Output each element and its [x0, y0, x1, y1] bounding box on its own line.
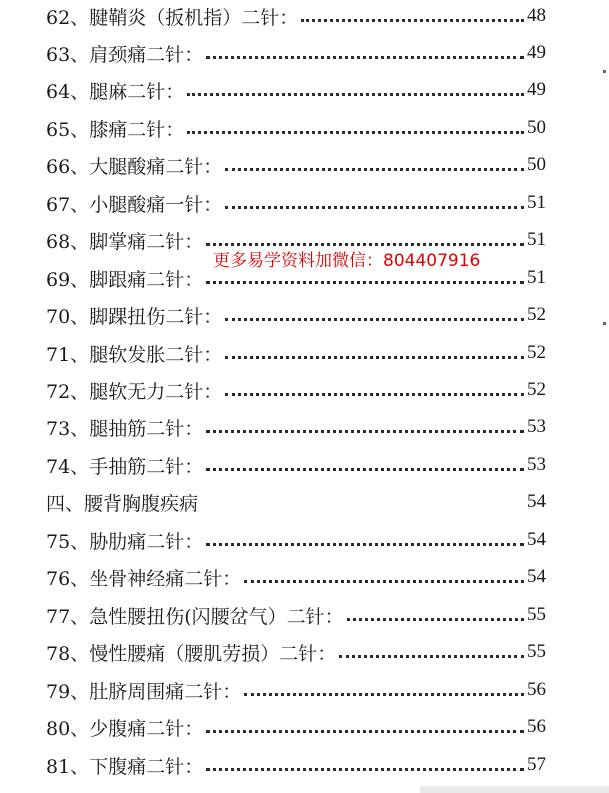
entry-number: 67、: [46, 193, 90, 216]
dot-leader: [206, 280, 524, 284]
dot-leader: [225, 392, 524, 396]
scan-mark: [603, 70, 606, 73]
entry-page-number: 52: [527, 379, 546, 400]
entry-title: [46, 377, 222, 404]
entry-number: 69、: [46, 268, 90, 291]
entry-text: 坐骨神经痛二针：: [89, 567, 242, 590]
entry-title: [46, 190, 222, 217]
bottom-scrollbar[interactable]: [420, 786, 609, 793]
entry-number: 66、: [46, 155, 90, 178]
entry-text: 脚跟痛二针：: [89, 268, 204, 291]
entry-page-number: 51: [527, 267, 546, 288]
entry-text: 手抽筋二针：: [89, 455, 204, 478]
entry-number: 77、: [46, 605, 90, 628]
entry-number: 79、: [46, 680, 90, 703]
toc-entry: [46, 38, 546, 68]
entry-title: [46, 527, 203, 554]
entry-title: [46, 414, 203, 441]
dot-leader: [206, 729, 524, 733]
entry-number: 65、: [46, 118, 90, 141]
toc-entry: [46, 375, 546, 405]
entry-title: [46, 677, 241, 704]
entry-page-number: 57: [527, 754, 546, 775]
toc-entry: [46, 600, 546, 630]
dot-leader: [187, 130, 524, 134]
entry-number: 63、: [46, 43, 90, 66]
entry-title: [46, 564, 241, 591]
entry-text: 腱鞘炎（扳机指）二针：: [89, 6, 299, 29]
entry-number: 四、: [46, 492, 85, 515]
entry-title: [46, 639, 336, 666]
entry-title: [46, 489, 198, 516]
entry-text: 肩颈痛二针：: [89, 43, 204, 66]
dot-leader: [206, 542, 524, 546]
entry-page-number: 54: [527, 491, 546, 512]
entry-text: 腿软无力二针：: [89, 380, 223, 403]
entry-title: [46, 152, 222, 179]
entry-text: 脚掌痛二针：: [89, 230, 204, 253]
entry-text: 少腹痛二针：: [89, 717, 204, 740]
entry-number: 62、: [46, 6, 90, 29]
dot-leader: [201, 504, 524, 508]
entry-page-number: 48: [527, 5, 546, 26]
entry-number: 78、: [46, 642, 90, 665]
toc-entry: [46, 188, 546, 218]
toc-section-heading: [46, 487, 546, 517]
dot-leader: [225, 355, 524, 359]
entry-page-number: 52: [527, 342, 546, 363]
dot-leader: [225, 317, 524, 321]
entry-title: [46, 40, 203, 67]
entry-text: 胁肋痛二针：: [89, 530, 204, 553]
toc-entry: [46, 75, 546, 105]
toc-entry: [46, 450, 546, 480]
dot-leader: [187, 92, 524, 96]
entry-page-number: 55: [527, 641, 546, 662]
entry-text: 急性腰扭伤(闪腰岔气）二针：: [89, 605, 344, 628]
dot-leader: [225, 167, 524, 171]
entry-number: 68、: [46, 230, 90, 253]
entry-text: 脚踝扭伤二针：: [89, 305, 223, 328]
entry-text: 腰背胸腹疾病: [84, 492, 199, 515]
toc-entry: [46, 750, 546, 780]
entry-text: 下腹痛二针：: [89, 755, 204, 778]
entry-number: 70、: [46, 305, 90, 328]
entry-text: 慢性腰痛（腰肌劳损）二针：: [89, 642, 337, 665]
entry-number: 72、: [46, 380, 90, 403]
entry-title: [46, 115, 184, 142]
entry-page-number: 51: [527, 192, 546, 213]
entry-page-number: 54: [527, 566, 546, 587]
entry-title: [46, 77, 184, 104]
entry-page-number: 54: [527, 529, 546, 550]
scan-mark: [603, 322, 606, 325]
entry-text: 小腿酸痛一针：: [89, 193, 223, 216]
toc-entry: [46, 712, 546, 742]
entry-page-number: 53: [527, 454, 546, 475]
toc-entry: [46, 150, 546, 180]
dot-leader: [339, 654, 524, 658]
entry-number: 76、: [46, 567, 90, 590]
dot-leader: [206, 467, 524, 471]
toc-entry: [46, 300, 546, 330]
entry-page-number: 56: [527, 679, 546, 700]
entry-title: [46, 602, 344, 629]
entry-page-number: 53: [527, 416, 546, 437]
toc-entry: [46, 338, 546, 368]
entry-page-number: 51: [527, 229, 546, 250]
entry-page-number: 49: [527, 79, 546, 100]
toc-entry: [46, 675, 546, 705]
entry-page-number: 56: [527, 716, 546, 737]
entry-number: 75、: [46, 530, 90, 553]
dot-leader: [347, 617, 524, 621]
toc-entry: [46, 525, 546, 555]
entry-page-number: 55: [527, 604, 546, 625]
toc-entry: [46, 1, 546, 31]
entry-text: 腿抽筋二针：: [89, 417, 204, 440]
toc-entry: [46, 412, 546, 442]
toc-entry: [46, 113, 546, 143]
entry-text: 腿麻二针：: [89, 80, 185, 103]
entry-number: 74、: [46, 455, 90, 478]
entry-title: [46, 340, 222, 367]
entry-text: 肚脐周围痛二针：: [89, 680, 242, 703]
entry-title: [46, 452, 203, 479]
entry-number: 64、: [46, 80, 90, 103]
entry-number: 71、: [46, 343, 90, 366]
entry-text: 大腿酸痛二针：: [89, 155, 223, 178]
entry-title: [46, 714, 203, 741]
entry-page-number: 50: [527, 117, 546, 138]
entry-page-number: 49: [527, 42, 546, 63]
entry-title: [46, 265, 203, 292]
entry-title: [46, 302, 222, 329]
entry-text: 膝痛二针：: [89, 118, 185, 141]
entry-number: 80、: [46, 717, 90, 740]
toc-entry: [46, 637, 546, 667]
toc-entry: [46, 562, 546, 592]
entry-text: 腿软发胀二针：: [89, 343, 223, 366]
entry-title: [46, 227, 203, 254]
entry-title: [46, 3, 298, 30]
dot-leader: [206, 767, 524, 771]
watermark-text: 更多易学资料加微信：804407916: [213, 251, 481, 271]
entry-number: 81、: [46, 755, 90, 778]
entry-number: 73、: [46, 417, 90, 440]
dot-leader: [244, 692, 524, 696]
dot-leader: [206, 55, 524, 59]
entry-page-number: 52: [527, 304, 546, 325]
dot-leader: [225, 205, 524, 209]
entry-page-number: 50: [527, 154, 546, 175]
dot-leader: [301, 18, 524, 22]
entry-title: [46, 752, 203, 779]
dot-leader: [206, 429, 524, 433]
dot-leader: [244, 579, 524, 583]
